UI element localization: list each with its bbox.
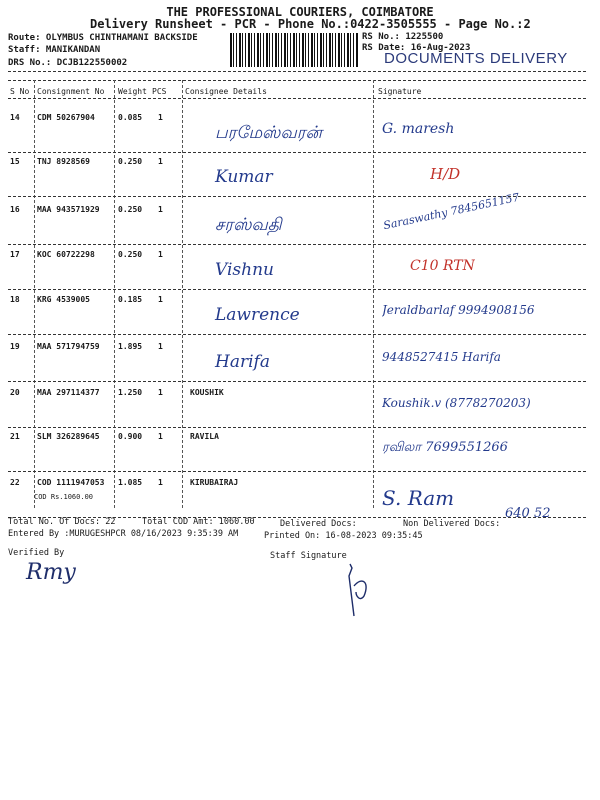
col-sno: S No	[10, 87, 30, 96]
runsheet-subtitle: Delivery Runsheet - PCR - Phone No.:0422-3505555 - Page No.:2	[90, 17, 531, 31]
row-sno: 19	[10, 342, 20, 351]
barcode-icon	[230, 33, 358, 67]
col-consignment: Consignment No	[37, 87, 105, 96]
row-pcs: 1	[158, 388, 163, 397]
rs-number: RS No.: 1225500	[362, 32, 444, 42]
handwritten-signature: C10 RTN	[410, 258, 475, 274]
col-weight: Weight	[118, 87, 147, 96]
total-docs: Total No. Of Docs: 22	[8, 517, 116, 527]
handwritten-signature: ரவிலா 7699551266	[382, 440, 508, 455]
route-label: Route: OLYMBUS CHINTHAMANI BACKSIDE	[8, 33, 198, 43]
row-sno: 20	[10, 388, 20, 397]
page-title: THE PROFESSIONAL COURIERS, COIMBATORE	[166, 5, 434, 19]
row-weight: 0.900	[118, 432, 143, 441]
handwritten-name: Kumar	[215, 167, 273, 187]
row-consignment: CDM 50267904	[37, 113, 95, 122]
handwritten-name: Harifa	[215, 352, 270, 372]
row-weight: 0.250	[118, 157, 143, 166]
row-weight: 0.085	[118, 113, 143, 122]
row-pcs: 1	[158, 205, 163, 214]
row-sno: 15	[10, 157, 20, 166]
column-separator	[373, 80, 374, 508]
row-sno: 16	[10, 205, 20, 214]
row-divider	[8, 427, 586, 428]
handwritten-signature: G. maresh	[382, 121, 455, 137]
entered-by: Entered By :MURUGESHPCR 08/16/2023 9:35:39 AM	[8, 529, 239, 539]
verified-signature: Rmy	[26, 560, 76, 585]
row-consignee: RAVILA	[190, 432, 219, 441]
handwritten-signature: Koushik.v (8778270203)	[382, 396, 531, 410]
divider	[8, 71, 586, 72]
column-separator	[34, 80, 35, 508]
total-cod: Total COD Amt: 1060.00	[142, 517, 255, 527]
divider	[8, 80, 586, 81]
handwritten-signature: Jeraldbarlaf 9994908156	[382, 303, 535, 317]
handwritten-signature: Saraswathy 7845651157	[382, 190, 521, 233]
row-divider	[8, 334, 586, 335]
row-consignment: MAA 943571929	[37, 205, 100, 214]
row-weight: 0.250	[118, 250, 143, 259]
row-divider	[8, 289, 586, 290]
row-consignee: KIRUBAIRAJ	[190, 478, 239, 487]
row-pcs: 1	[158, 250, 163, 259]
row-consignment: TNJ 8928569	[37, 157, 90, 166]
documents-delivery-stamp: DOCUMENTS DELIVERY	[384, 50, 568, 67]
staff-label: Staff: MANIKANDAN	[8, 45, 101, 55]
row-divider	[8, 244, 586, 245]
row-pcs: 1	[158, 157, 163, 166]
verified-by: Verified By	[8, 548, 65, 558]
handwritten-signature: S. Ram	[382, 486, 455, 510]
col-signature: Signature	[378, 87, 422, 96]
col-consignee: Consignee Details	[185, 87, 267, 96]
row-sno: 21	[10, 432, 20, 441]
row-sno: 22	[10, 478, 20, 487]
row-pcs: 1	[158, 432, 163, 441]
row-consignee: KOUSHIK	[190, 388, 224, 397]
handwritten-name: சரஸ்வதி	[215, 215, 282, 235]
row-consignment: MAA 571794759	[37, 342, 100, 351]
non-delivered-docs: Non Delivered Docs:	[403, 519, 501, 529]
row-weight: 0.185	[118, 295, 143, 304]
handwritten-name: பரமேஸ்வரன்	[215, 123, 322, 143]
row-consignment: KRG 4539005	[37, 295, 90, 304]
row-cod-note: COD Rs.1060.00	[34, 493, 94, 501]
row-divider	[8, 152, 586, 153]
row-consignment: COD 1111947053	[37, 478, 105, 487]
row-consignment: MAA 297114377	[37, 388, 100, 397]
handwritten-counts: 640 52	[505, 506, 551, 521]
row-weight: 1.895	[118, 342, 143, 351]
divider	[8, 98, 586, 99]
row-weight: 0.250	[118, 205, 143, 214]
col-pcs: PCS	[152, 87, 167, 96]
rs-date: RS Date: 16-Aug-2023	[362, 43, 471, 53]
row-weight: 1.250	[118, 388, 143, 397]
row-sno: 18	[10, 295, 20, 304]
row-consignment: SLM 326289645	[37, 432, 100, 441]
row-consignment: KOC 60722298	[37, 250, 95, 259]
handwritten-name: Vishnu	[215, 260, 274, 280]
row-divider	[8, 471, 586, 472]
column-separator	[114, 80, 115, 508]
column-separator	[182, 80, 183, 508]
row-sno: 14	[10, 113, 20, 122]
handwritten-signature: H/D	[430, 165, 461, 183]
printed-on: Printed On: 16-08-2023 09:35:45	[264, 531, 423, 541]
handwritten-signature: 9448527415 Harifa	[382, 350, 501, 364]
handwritten-name: Lawrence	[215, 305, 300, 325]
row-divider	[8, 381, 586, 382]
row-sno: 17	[10, 250, 20, 259]
row-weight: 1.085	[118, 478, 143, 487]
delivered-docs: Delivered Docs:	[280, 519, 357, 529]
row-pcs: 1	[158, 342, 163, 351]
drs-number: DRS No.: DCJB122550002	[8, 58, 128, 68]
row-pcs: 1	[158, 478, 163, 487]
row-pcs: 1	[158, 113, 163, 122]
staff-signature-mark	[340, 556, 380, 626]
staff-signature-label: Staff Signature	[270, 551, 347, 561]
row-pcs: 1	[158, 295, 163, 304]
